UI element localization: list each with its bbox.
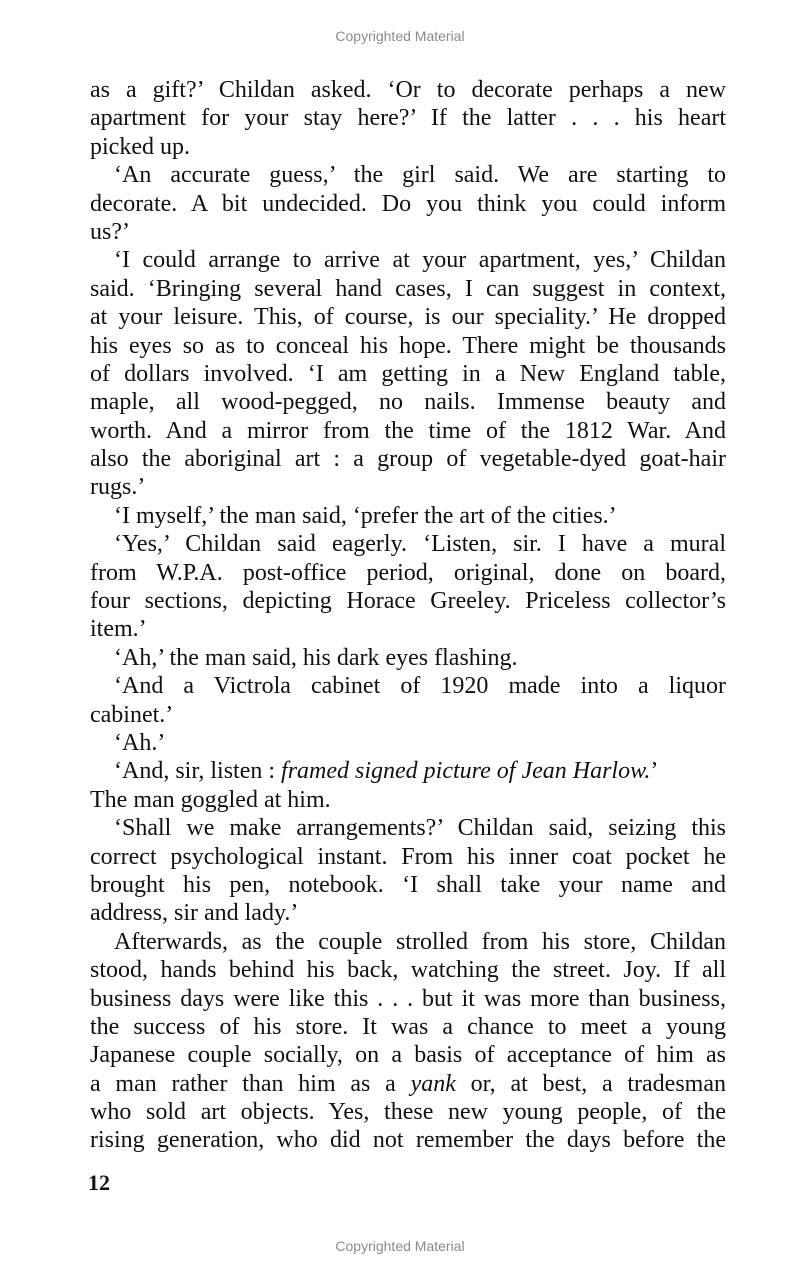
text-line [90,814,726,842]
text-line [90,843,726,871]
text-run: decorate. A bit undecided. Do you think you could inform [90,190,726,217]
text-run: ‘Ah.’ [114,729,166,756]
text-line [90,1098,726,1126]
text-line [90,161,726,189]
text-run: his eyes so as to conceal his hope. There might be thousands [90,332,726,359]
text-line [90,530,726,558]
text-line [90,133,726,161]
italic-text-run: yank [410,1070,456,1097]
text-run: at your leisure. This, of course, is our speciality.’ He dropped [90,304,726,331]
text-run: ’ [650,758,659,785]
text-run: ‘Ah,’ the man said, his dark eyes flashing. [114,644,518,671]
text-line [90,587,726,615]
text-run: four sections, depicting Horace Greeley. Priceless collector’s [90,588,726,615]
text-run: correct psychological instant. From his inner coat pocket he [90,843,726,870]
page-number: 12 [88,1170,110,1195]
text-run: picked up. [90,133,190,160]
text-run: from W.P.A. post-office period, original, done on board, [90,559,726,586]
text-line [90,1013,726,1041]
text-line [90,956,726,984]
text-run: as a gift?’ Childan asked. ‘Or to decorate perhaps a new [90,77,726,103]
text-line [90,303,726,331]
text-line [90,360,726,388]
text-run: a man rather than him as a [90,1070,411,1097]
text-line [90,786,726,814]
text-line [90,871,726,899]
text-run: address, sir and lady.’ [90,900,299,927]
text-line [90,701,726,729]
text-run: rising generation, who did not remember the days before the [90,1127,726,1154]
text-line [90,1070,726,1098]
text-line [90,615,726,643]
text-run: ‘Shall we make arrangements?’ Childan said, seizing this [114,815,726,842]
text-line [90,76,726,104]
text-line [90,246,726,274]
text-run: apartment for your stay here?’ If the latter . . . his heart [90,105,726,132]
text-line [90,672,726,700]
text-line [90,473,726,501]
text-run: ‘And, sir, listen : [114,758,282,785]
text-run: ‘I could arrange to arrive at your apartment, yes,’ Childan [114,247,726,274]
text-run: also the aboriginal art : a group of vegetable-dyed goat-hair [90,446,726,473]
text-line [90,1126,726,1154]
text-line [90,388,726,416]
text-line [90,899,726,927]
text-line [90,985,726,1013]
text-line [90,445,726,473]
text-line [90,559,726,587]
copyright-watermark-top: Copyrighted Material [335,28,465,44]
text-line [90,190,726,218]
text-run: brought his pen, notebook. ‘I shall take your name and [90,871,726,898]
text-run: or, at best, a tradesman [455,1070,726,1097]
text-run: Afterwards, as the couple strolled from his store, Childan [114,928,726,955]
text-run: the success of his store. It was a chance to meet a young [90,1013,726,1040]
text-run: who sold art objects. Yes, these new young people, of the [90,1099,726,1126]
text-run: maple, all wood-pegged, no nails. Immense beauty and [90,389,726,416]
text-line [90,644,726,672]
italic-text-run: framed signed picture of Jean Harlow. [281,758,651,785]
text-run: item.’ [90,616,147,643]
text-run: Japanese couple socially, on a basis of acceptance of him as [90,1042,726,1069]
text-run: cabinet.’ [90,701,174,728]
text-line [90,1041,726,1069]
text-line [90,928,726,956]
text-line [90,502,726,530]
text-run: ‘And a Victrola cabinet of 1920 made into a liquor [114,673,726,700]
text-run: of dollars involved. ‘I am getting in a New England table, [90,360,726,387]
text-run: ‘Yes,’ Childan said eagerly. ‘Listen, sir. I have a mural [114,531,726,558]
text-line [90,332,726,360]
text-line [90,729,726,757]
text-line [90,104,726,132]
text-run: ‘I myself,’ the man said, ‘prefer the art of the cities.’ [114,502,617,529]
text-run: said. ‘Bringing several hand cases, I can suggest in context, [90,275,726,302]
text-line [90,417,726,445]
text-run: worth. And a mirror from the time of the 1812 War. And [90,417,726,444]
text-run: ‘An accurate guess,’ the girl said. We are starting to [114,162,726,189]
text-run: rugs.’ [90,474,146,501]
text-line [90,275,726,303]
text-line [90,757,726,785]
page-body-text [90,76,726,1155]
text-run: The man goggled at him. [90,786,331,813]
text-line [90,218,726,246]
text-run: us?’ [90,218,130,245]
text-run: stood, hands behind his back, watching the street. Joy. If all [90,957,726,984]
copyright-watermark-bottom: Copyrighted Material [335,1238,465,1254]
text-run: business days were like this . . . but it was more than business, [90,985,726,1012]
